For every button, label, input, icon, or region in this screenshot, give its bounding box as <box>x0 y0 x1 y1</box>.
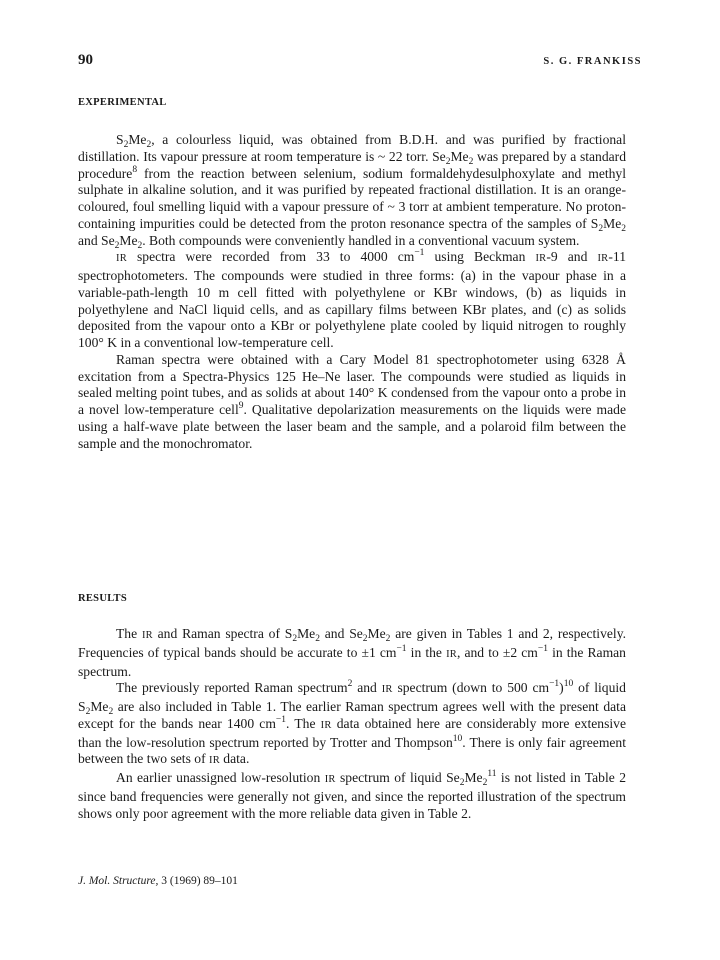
journal-citation-footer <box>78 875 238 887</box>
results-heading: RESULTS <box>78 593 127 604</box>
results-paragraph-2: The previously reported Raman spectrum$^2$ and IR spectrum (down to 500 $cm^{-1})^{10}$ of liquid $S_2Me_2$ are also included in Table 1. The earlier Raman spectrum agrees well with the present data except for the bands near 1400 $cm^{-1}$. The IR data obtained here are considerably more extensive than the low-resolution spectrum reported by Trotter and Thompson$^{10}$. There is only fair agreement between the two sets of IR data. <box>78 679 626 767</box>
running-head-author: S. G. FRANKISS <box>543 56 642 67</box>
page-header <box>78 52 642 69</box>
page-number: 90 <box>78 52 93 68</box>
results-section <box>78 626 626 822</box>
journal-volume-pages: 3 (1969) 89–101 <box>158 875 238 887</box>
experimental-paragraph-3: Raman spectra were obtained with a Cary Model 81 spectrophotometer using 6328 Å excitation from a Spectra-Physics 125 He–Ne laser. The compounds were studied as liquids in sealed melting point tubes, and as solids at about 140° K condensed from the vapour onto a probe in a novel low-temperature cell$^9$. Qualitative depolarization measurements on the liquids were made using a half-wave plate between the laser beam and the sample, and a polaroid film between the sample and the monochromator. <box>78 351 626 451</box>
results-paragraph-1: The IR and Raman spectra of $S_2Me_2$ and $Se_2Me_2$ are given in Tables 1 and 2, respectively. Frequencies of typical bands should be accurate to ±1 $cm^{-1}$ in the IR, and to ±2 $cm^{-1}$ in the Raman spectrum. <box>78 626 627 679</box>
experimental-heading: EXPERIMENTAL <box>78 97 167 108</box>
experimental-paragraph-2: IR spectra were recorded from 33 to 4000 $cm^{-1}$ using Beckman IR-9 and IR-11 spectrophotometers. The compounds were studied in three forms: (a) in the vapour phase in a variable-path-length 10 m cell fitted with polyethylene or KBr windows, (b) as liquids in polyethylene and NaCl liquid cells, and as capillary films between KBr plates, and (c) as solids deposited from the vapour onto a KBr or polyethylene plate cooled by liquid nitrogen to roughly 100° K in a conventional low-temperature cell. <box>78 248 626 350</box>
experimental-section <box>78 132 626 452</box>
journal-name: J. Mol. Structure, <box>78 875 159 887</box>
results-paragraph-3: An earlier unassigned low-resolution IR spectrum of liquid $Se_2Me_2^{11}$ is not listed in Table 2 since band frequencies were generally not given, and since the reported illustration of the spectrum shows only poor agreement with the more reliable data given in Table 2. <box>78 769 626 821</box>
experimental-paragraph-1: $S_2Me_2$, a colourless liquid, was obtained from B.D.H. and was purified by fractional distillation. Its vapour pressure at room temperature is ~ 22 torr. $Se_2Me_2$ was prepared by a standard procedure$^8$ from the reaction between selenium, sodium formaldehydesulphoxylate and methyl sulphate in alkaline solution, and it was purified by repeated fractional distillation. It is an orange-coloured, foul smelling liquid with a vapour pressure of ~ 3 torr at ambient temperature. No proton-containing impurities could be detected from the proton resonance spectra of the samples of $S_2Me_2$ and $Se_2Me_2$. Both compounds were conveniently handled in a conventional vacuum system. <box>78 132 626 251</box>
